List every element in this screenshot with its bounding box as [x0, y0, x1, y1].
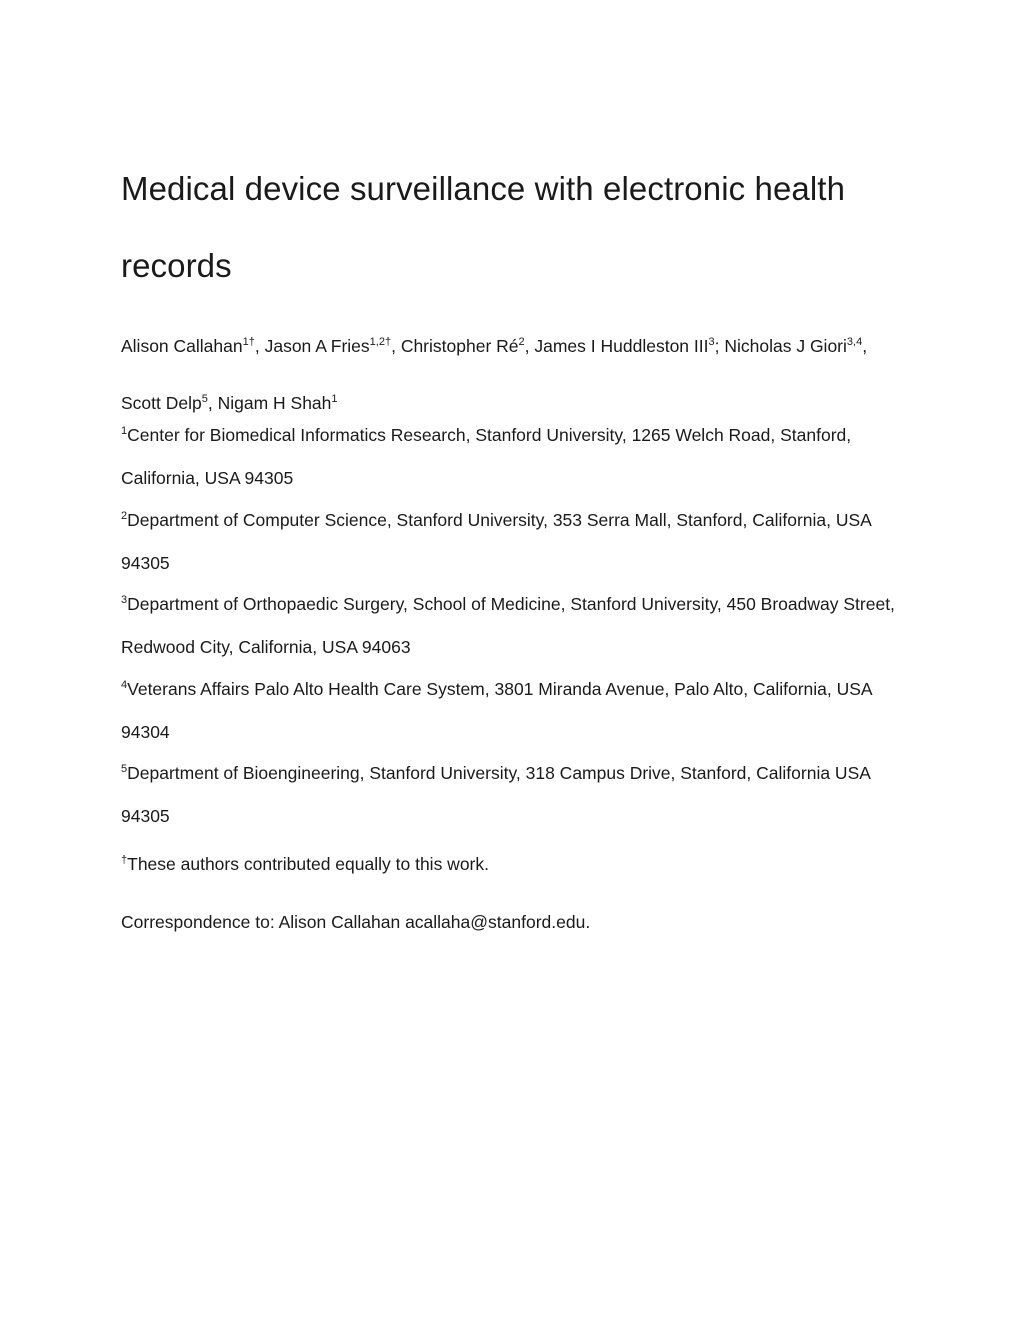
- affiliation-text: Department of Computer Science, Stanford University, 353 Serra Mall, Stanford, California, USA 94305: [121, 510, 871, 573]
- author-superscript: 2: [518, 336, 525, 348]
- affiliation-number: 4: [121, 679, 128, 691]
- affiliation-3: [121, 583, 911, 668]
- author-name: Christopher Ré: [400, 336, 519, 356]
- affiliation-text: Center for Biomedical Informatics Research, Stanford University, 1265 Welch Road, Stanford, California, USA 94305: [121, 425, 852, 488]
- author-name: James I Huddleston III: [534, 336, 709, 356]
- author-name: Nigam H Shah: [217, 393, 332, 413]
- dagger-mark: †: [121, 854, 128, 866]
- affiliation-1: [121, 414, 911, 499]
- affiliation-2: [121, 499, 911, 584]
- author-name: Jason A Fries: [264, 336, 370, 356]
- affiliation-number: 2: [121, 510, 128, 522]
- equal-contribution-text: These authors contributed equally to this work.: [127, 854, 489, 874]
- author-superscript: 3: [708, 336, 715, 348]
- author-superscript: 1: [331, 393, 338, 405]
- affiliation-text: Department of Orthopaedic Surgery, School of Medicine, Stanford University, 450 Broadway Street, Redwood City, California, USA 94063: [121, 594, 895, 657]
- affiliation-text: Department of Bioengineering, Stanford University, 318 Campus Drive, Stanford, California USA 94305: [121, 763, 870, 826]
- affiliation-4: [121, 668, 911, 753]
- affiliation-text: Veterans Affairs Palo Alto Health Care System, 3801 Miranda Avenue, Palo Alto, California, USA 94304: [121, 679, 872, 742]
- paper-title: Medical device surveillance with electronic health records: [121, 170, 846, 284]
- correspondence-line: Correspondence to: Alison Callahan acallaha@stanford.edu.: [121, 912, 591, 932]
- author-name: Scott Delp: [121, 393, 202, 413]
- author-superscript: 5: [201, 393, 208, 405]
- equal-contribution-note: [121, 849, 911, 879]
- affiliation-5: [121, 752, 911, 837]
- author-superscript: 1,2†: [369, 336, 392, 348]
- affiliation-number: 1: [121, 425, 128, 437]
- author-superscript: 3,4: [846, 336, 863, 348]
- author-name: Alison Callahan: [121, 336, 243, 356]
- affiliation-number: 3: [121, 594, 128, 606]
- author-list: Alison Callahan$^{1\dagger}$, Jason A Fries$^{1,2\dagger}$, Christopher $Ré^2$, James I Huddleston III$^3$; Nicholas J Giori$^{3,4}$, Scott Delp$^5$, Nigam H Shah$^1$: [121, 336, 868, 413]
- affiliation-number: 5: [121, 763, 128, 775]
- author-superscript: 1†: [242, 336, 255, 348]
- author-name: Nicholas J Giori: [724, 336, 847, 356]
